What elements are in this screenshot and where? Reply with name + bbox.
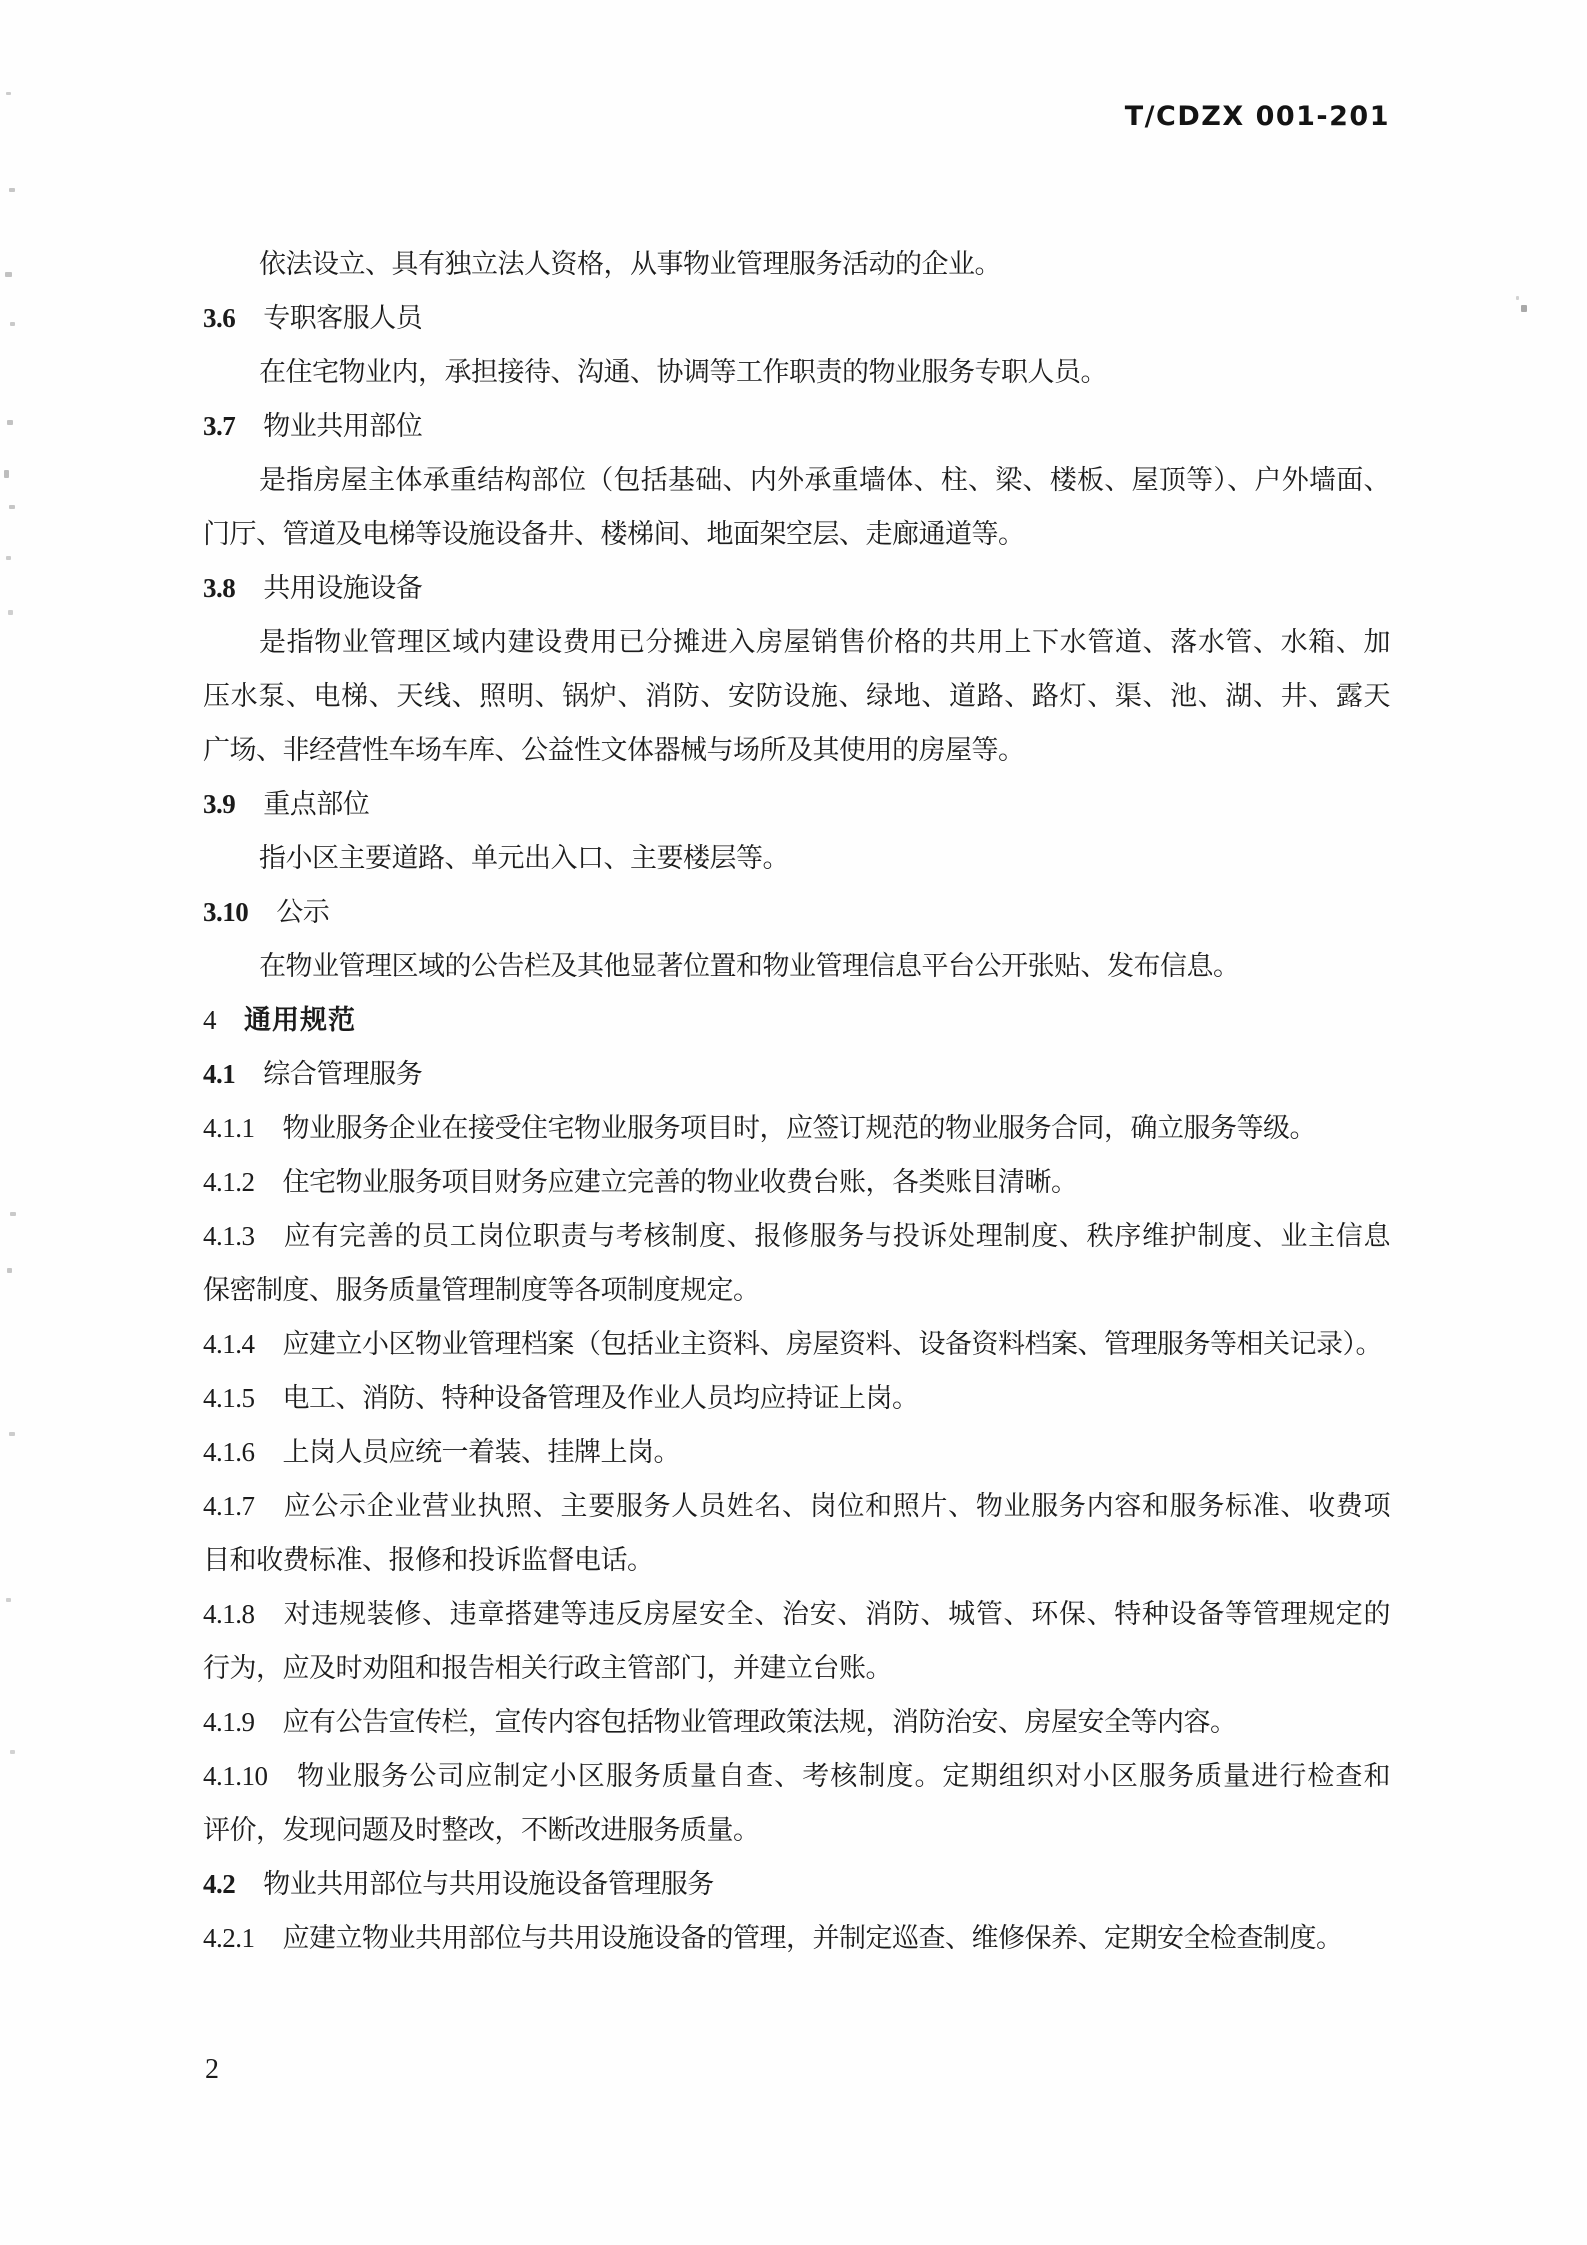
text-line: 在住宅物业内，承担接待、沟通、协调等工作职责的物业服务专职人员。 [259, 357, 1107, 387]
clause-line [203, 1695, 1390, 1749]
text-line: 评价，发现问题及时整改，不断改进服务质量。 [203, 1815, 760, 1845]
section-heading [203, 399, 1390, 453]
text-line: 广场、非经营性车场车库、公益性文体器械与场所及其使用的房屋等。 [203, 735, 1025, 765]
clause-text: 共用设施设备 [263, 573, 423, 603]
text-line: 依法设立、具有独立法人资格，从事物业管理服务活动的企业。 [259, 249, 1001, 279]
clause-line [203, 1155, 1390, 1209]
section-heading [203, 993, 1390, 1047]
clause-text: 应有公告宣传栏，宣传内容包括物业管理政策法规，消防治安、房屋安全等内容。 [282, 1707, 1237, 1737]
text-line: 指小区主要道路、单元出入口、主要楼层等。 [259, 843, 789, 873]
clause-number: 4.1 [203, 1059, 236, 1089]
clause-text: 应公示企业营业执照、主要服务人员姓名、岗位和照片、物业服务内容和服务标准、收费项 [282, 1491, 1390, 1521]
section-heading [203, 777, 1390, 831]
text-line: 在物业管理区域的公告栏及其他显著位置和物业管理信息平台公开张贴、发布信息。 [259, 951, 1240, 981]
doc-number: T/CDZX 001-201 [1124, 101, 1390, 132]
scan-speck [4, 470, 9, 478]
text-line: 是指物业管理区域内建设费用已分摊进入房屋销售价格的共用上下水管道、落水管、水箱、加 [259, 627, 1390, 657]
clause-text: 综合管理服务 [263, 1059, 423, 1089]
clause-text: 重点部位 [263, 789, 370, 819]
clause-text: 应建立物业共用部位与共用设施设备的管理，并制定巡查、维修保养、定期安全检查制度。 [282, 1923, 1343, 1953]
clause-text: 住宅物业服务项目财务应建立完善的物业收费台账，各类账目清晰。 [282, 1167, 1078, 1197]
section-heading [203, 561, 1390, 615]
section-heading [203, 1047, 1390, 1101]
clause-text: 物业共用部位 [263, 411, 423, 441]
scan-speck [7, 420, 13, 425]
clause-number: 4.1.5 [203, 1383, 255, 1413]
clause-number: 4.1.7 [203, 1491, 255, 1521]
clause-text: 电工、消防、特种设备管理及作业人员均应持证上岗。 [282, 1383, 919, 1413]
clause-text: 公示 [276, 897, 330, 927]
text-line: 门厅、管道及电梯等设施设备井、楼梯间、地面架空层、走廊通道等。 [203, 519, 1025, 549]
clause-number: 4.2 [203, 1869, 236, 1899]
section-heading [203, 291, 1390, 345]
scan-speck [9, 188, 15, 192]
clause-line [203, 1101, 1390, 1155]
clause-number: 4.1.9 [203, 1707, 255, 1737]
clause-text: 对违规装修、违章搭建等违反房屋安全、治安、消防、城管、环保、特种设备等管理规定的 [282, 1599, 1390, 1629]
clause-line [203, 1749, 1390, 1803]
clause-number: 4.1.2 [203, 1167, 255, 1197]
clause-number: 4.1.3 [203, 1221, 255, 1251]
clause-number: 4.1.4 [203, 1329, 255, 1359]
clause-line [203, 1209, 1390, 1263]
doc-body [203, 237, 1390, 1965]
text-line: 是指房屋主体承重结构部位（包括基础、内外承重墙体、柱、梁、楼板、屋顶等）、户外墙面、 [259, 465, 1390, 495]
clause-number: 3.9 [203, 789, 236, 819]
clause-line [203, 1317, 1390, 1371]
clause-number: 3.10 [203, 897, 249, 927]
scan-speck [5, 272, 12, 277]
page-number: 2 [205, 2054, 219, 2085]
clause-text: 上岗人员应统一着装、挂牌上岗。 [282, 1437, 680, 1467]
clause-number: 4 [203, 1005, 216, 1035]
section-heading [203, 885, 1390, 939]
clause-text: 专职客服人员 [263, 303, 423, 333]
clause-line [203, 1425, 1390, 1479]
clause-text: 物业服务公司应制定小区服务质量自查、考核制度。定期组织对小区服务质量进行检查和 [295, 1761, 1390, 1791]
clause-number: 3.6 [203, 303, 236, 333]
clause-number: 4.1.1 [203, 1113, 255, 1143]
clause-number: 4.1.10 [203, 1761, 268, 1791]
clause-number: 3.8 [203, 573, 236, 603]
scan-speck [8, 610, 13, 615]
clause-line [203, 1371, 1390, 1425]
clause-text: 应建立小区物业管理档案（包括业主资料、房屋资料、设备资料档案、管理服务等相关记录）。 [282, 1329, 1382, 1359]
clause-number: 4.2.1 [203, 1923, 255, 1953]
clause-text: 应有完善的员工岗位职责与考核制度、报修服务与投诉处理制度、秩序维护制度、业主信息 [282, 1221, 1390, 1251]
clause-line [203, 1479, 1390, 1533]
clause-number: 3.7 [203, 411, 236, 441]
scan-speck [9, 1432, 15, 1436]
scan-speck [10, 1750, 15, 1754]
text-line: 目和收费标准、报修和投诉监督电话。 [203, 1545, 654, 1575]
clause-number: 4.1.6 [203, 1437, 255, 1467]
scan-speck [10, 322, 15, 326]
scan-speck [1521, 305, 1527, 312]
scan-speck [10, 1212, 16, 1216]
section-heading [203, 1857, 1390, 1911]
clause-line [203, 1587, 1390, 1641]
clause-text: 通用规范 [244, 1005, 356, 1036]
clause-line [203, 1911, 1390, 1965]
scan-speck [9, 505, 15, 509]
clause-number: 4.1.8 [203, 1599, 255, 1629]
scan-speck [6, 1598, 11, 1602]
scan-speck [6, 92, 11, 95]
scan-speck [7, 1268, 12, 1273]
scan-speck [1516, 296, 1519, 300]
clause-text: 物业服务企业在接受住宅物业服务项目时，应签订规范的物业服务合同，确立服务等级。 [282, 1113, 1316, 1143]
text-line: 压水泵、电梯、天线、照明、锅炉、消防、安防设施、绿地、道路、路灯、渠、池、湖、井、露天 [203, 681, 1390, 711]
text-line: 保密制度、服务质量管理制度等各项制度规定。 [203, 1275, 760, 1305]
text-line: 行为，应及时劝阻和报告相关行政主管部门，并建立台账。 [203, 1653, 892, 1683]
scan-speck [6, 556, 11, 560]
clause-text: 物业共用部位与共用设施设备管理服务 [263, 1869, 714, 1899]
